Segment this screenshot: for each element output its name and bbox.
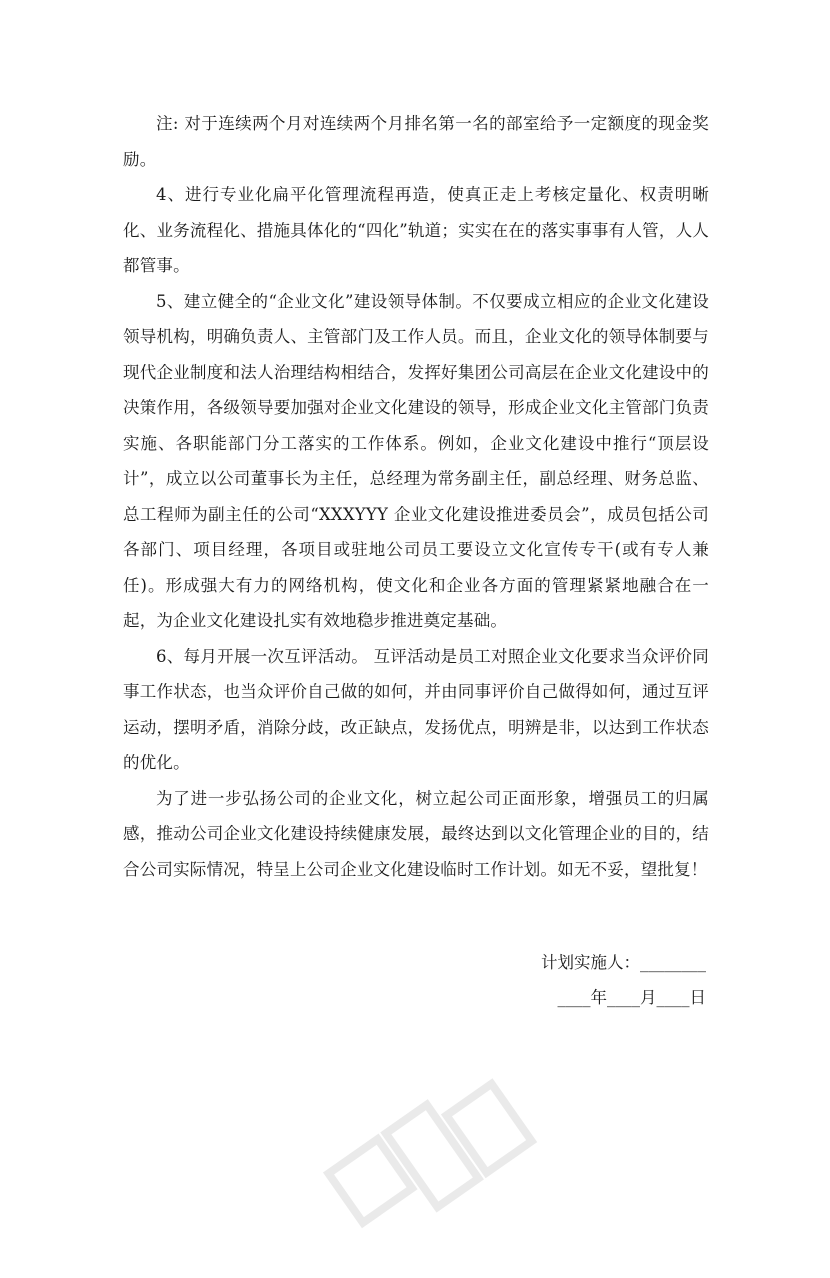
document-body: [123, 106, 709, 887]
implementer-line: 计划实施人：________: [541, 953, 706, 972]
paragraph-item-5: 5、建立健全的“企业文化”建设领导体制。不仅要成立相应的企业文化建设领导机构，明确负责人、主管部门及工作人员。而且，企业文化的领导体制要与现代企业制度和法人治理结构相结合，发挥好集团公司高层在企业文化建设中的决策作用，各级领导要加强对企业文化建设的领导，形成企业文化主管部门负责实施、各职能部门分工落实的工作体系。例如，企业文化建设中推行“顶层设计”，成立以公司董事长为主任，总经理为常务副主任，副总经理、财务总监、总工程师为副主任的公司“XXXYYY 企业文化建设推进委员会”，成员包括公司各部门、项目经理，各项目或驻地公司员工要设立文化宣传专干(或有专人兼任)。形成强大有力的网络机构，使文化和企业各方面的管理紧紧地融合在一起，为企业文化建设扎实有效地稳步推进奠定基础。: [123, 291, 709, 630]
date-line: ____年____月____日: [557, 988, 706, 1007]
watermark-icon: [309, 1042, 561, 1277]
signature-block: [541, 945, 706, 1015]
paragraph-note: 注: 对于连续两个月对连续两个月排名第一名的部室给予一定额度的现金奖励。: [123, 114, 709, 169]
paragraph-item-6: 6、每月开展一次互评活动。 互评活动是员工对照企业文化要求当众评价同事工作状态，也当众评价自己做的如何，并由同事评价自己做得如何，通过互评运动，摆明矛盾，消除分歧，改正缺点，发扬优点，明辨是非，以达到工作状态的优化。: [123, 646, 709, 772]
paragraph-conclusion: 为了进一步弘扬公司的企业文化，树立起公司正面形象，增强员工的归属感，推动公司企业文化建设持续健康发展，最终达到以文化管理企业的目的，结合公司实际情况，特呈上公司企业文化建设临时工作计划。如无不妥，望批复！: [123, 788, 709, 879]
paragraph-item-4: 4、进行专业化扁平化管理流程再造，使真正走上考核定量化、权责明晰化、业务流程化、措施具体化的“四化”轨道；实实在在的落实事事有人管，人人都管事。: [123, 185, 709, 275]
